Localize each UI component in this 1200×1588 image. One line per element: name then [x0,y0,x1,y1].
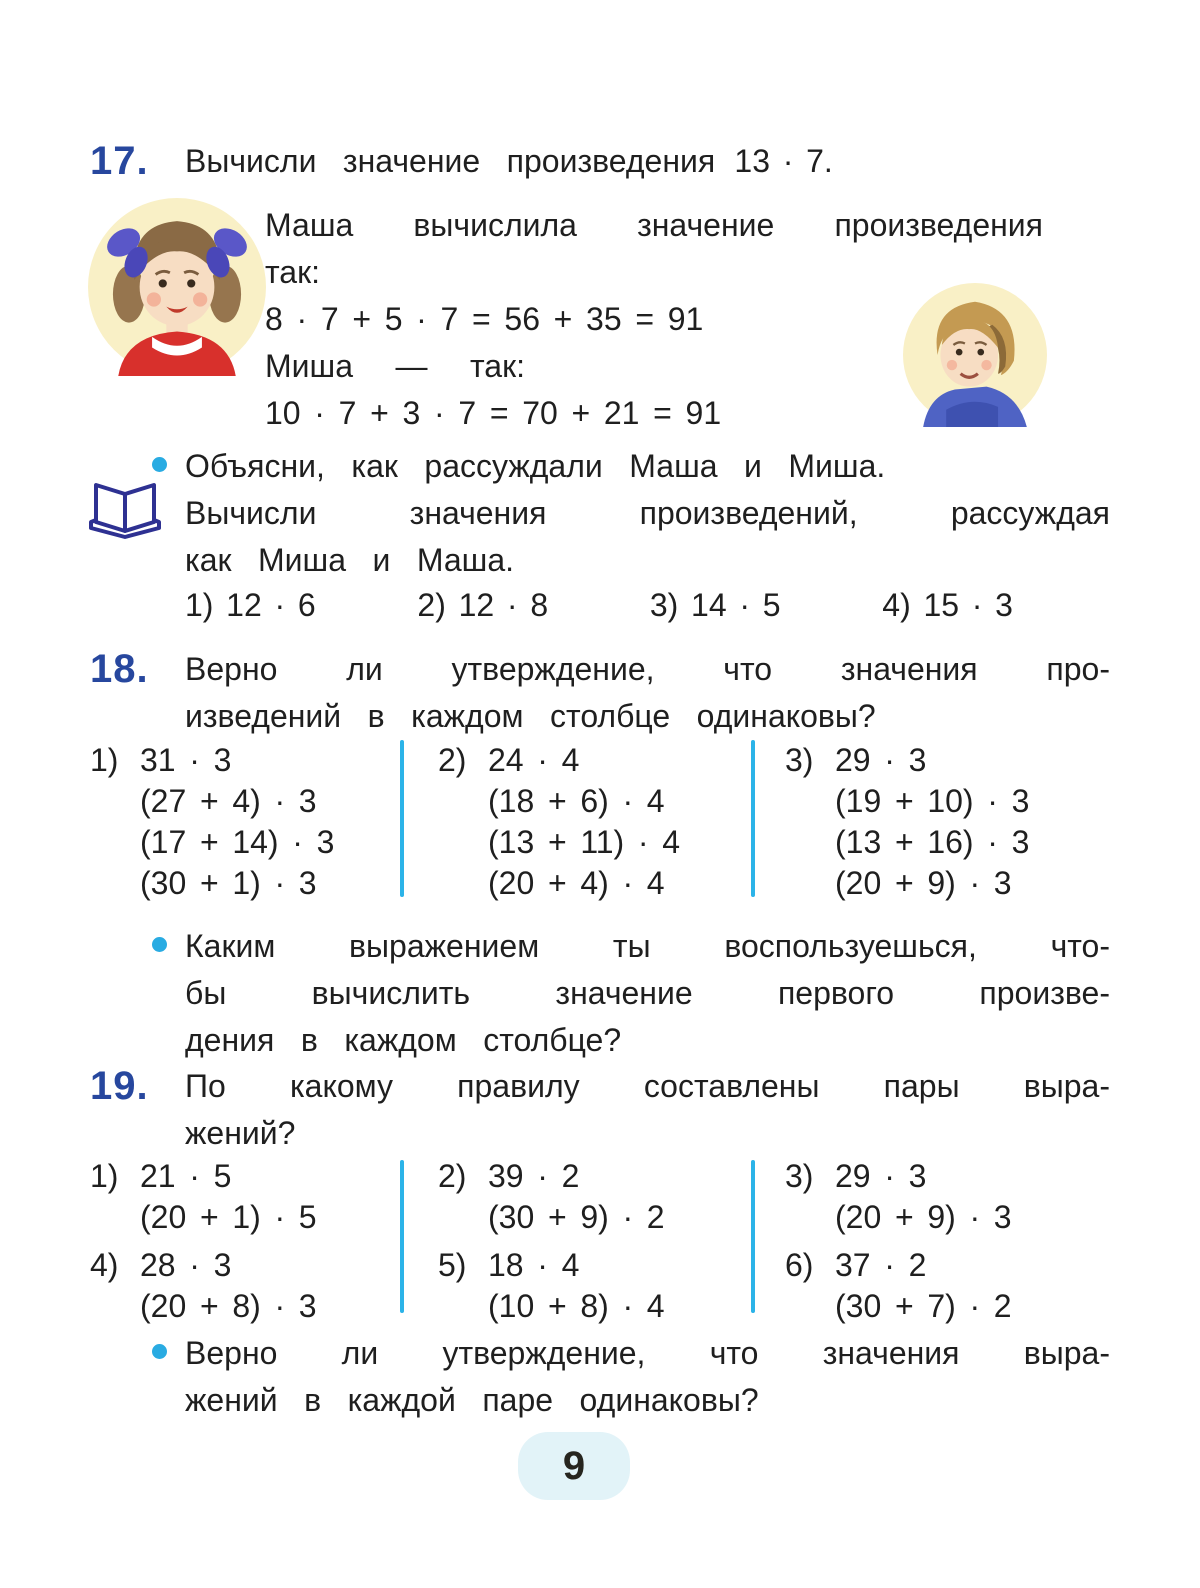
expression: 31 · 3 [140,742,232,778]
expression-line [438,740,680,781]
statement-line: изведений в каждом столбце одинаковы? [185,698,876,734]
expression: 28 · 3 [140,1247,232,1283]
bullet-text: Каким выражением ты воспользуешься, что- [185,928,1110,964]
expression-line: (10 + 8) · 4 [488,1288,665,1324]
item-label: 2) [438,1158,467,1194]
statement-text: Вычисли значение произведения [185,143,716,179]
column-divider [400,740,404,897]
problem-19-bullet [185,1330,1110,1424]
problem-17-items [185,585,1013,626]
expression-line [90,1245,317,1286]
bullet-text: бы вычислить значение первого произве- [185,975,1110,1011]
expression-line: (13 + 11) · 4 [488,824,681,860]
item-label: 3) [785,742,814,778]
problem-17-bullet [185,443,1110,490]
expression: 21 · 5 [140,1158,232,1194]
expression-line [785,1245,1012,1286]
expression-line: (30 + 1) · 3 [140,865,317,901]
expression: 39 · 2 [488,1158,580,1194]
expression-line: (30 + 9) · 2 [488,1199,665,1235]
item-label: 3) [785,1158,814,1194]
bullet-dot [152,457,167,472]
task-line: как Миша и Маша. [185,542,515,578]
statement-line: Верно ли утверждение, что значения про- [185,651,1110,687]
masha-portrait [88,198,266,376]
expression-line: (20 + 9) · 3 [835,865,1012,901]
item-label: 1) [90,1158,119,1194]
p18-column-1 [90,740,334,904]
open-book-icon [86,476,164,546]
expression-line: (17 + 14) · 3 [140,824,335,860]
expression-line [90,1156,317,1197]
statement-expression: 13 · 7. [734,143,833,179]
expression-line: (30 + 7) · 2 [835,1288,1012,1324]
expression-line [785,1156,1012,1197]
problem-17-number: 17. [90,139,149,183]
expression: 29 · 3 [835,742,927,778]
column-divider [751,740,755,897]
column-divider [400,1160,404,1313]
p19-column-1 [90,1156,317,1327]
problem-18-number: 18. [90,647,149,691]
bullet-text: жений в каждой паре одинаковы? [185,1382,759,1418]
reasoning-block [265,202,1043,437]
p18-column-3 [785,740,1029,904]
bullet-dot [152,1344,167,1359]
expression: 29 · 3 [835,1158,927,1194]
item-expression: 3) 14 · 5 [649,587,781,623]
expression-line: (20 + 9) · 3 [835,1199,1012,1235]
bullet-text: Верно ли утверждение, что значения выра- [185,1335,1110,1371]
item-label: 4) [90,1247,119,1283]
page-number: 9 [562,1443,586,1488]
masha-line: Маша вычислила значение произведения [265,207,1043,243]
item-expression: 2) 12 · 8 [417,587,549,623]
bullet-text: дения в каждом столбце? [185,1022,622,1058]
p19-column-3 [785,1156,1012,1327]
problem-19-statement [185,1063,1110,1157]
p18-column-2 [438,740,680,904]
statement-line [185,138,1110,185]
expression: 18 · 4 [488,1247,580,1283]
expression-line [438,1156,665,1197]
p19-column-2 [438,1156,665,1327]
misha-equation: 10 · 7 + 3 · 7 = 70 + 21 = 91 [265,395,722,431]
expression-line: (20 + 4) · 4 [488,865,665,901]
item-expression: 4) 15 · 3 [882,587,1013,623]
page-number-badge [518,1432,630,1500]
expression: 24 · 4 [488,742,580,778]
item-label: 5) [438,1247,467,1283]
expression-line: (19 + 10) · 3 [835,783,1030,819]
task-line: Вычисли значения произведений, рассуждая [185,495,1110,531]
statement-line: жений? [185,1115,296,1151]
bullet-dot [152,937,167,952]
item-expression: 1) 12 · 6 [185,587,316,623]
expression: 37 · 2 [835,1247,927,1283]
expression-line: (20 + 8) · 3 [140,1288,317,1324]
problem-19-number: 19. [90,1064,149,1108]
expression-line [90,740,334,781]
item-label: 6) [785,1247,814,1283]
problem-18-statement [185,646,1110,740]
problem-18-bullet [185,923,1110,1064]
expression-line: (20 + 1) · 5 [140,1199,317,1235]
expression-line [785,740,1029,781]
column-divider [751,1160,755,1313]
item-label: 1) [90,742,119,778]
misha-line: Миша — так: [265,348,525,384]
problem-17-statement [185,138,1110,185]
item-label: 2) [438,742,467,778]
expression-line: (27 + 4) · 3 [140,783,317,819]
expression-line: (18 + 6) · 4 [488,783,665,819]
bullet-text: Объясни, как рассуждали Маша и Миша. [185,448,886,484]
expression-line [438,1245,665,1286]
masha-line: так: [265,254,320,290]
statement-line: По какому правилу составлены пары выра- [185,1068,1110,1104]
expression-line: (13 + 16) · 3 [835,824,1030,860]
problem-17-task [185,490,1110,584]
masha-equation: 8 · 7 + 5 · 7 = 56 + 35 = 91 [265,301,704,337]
